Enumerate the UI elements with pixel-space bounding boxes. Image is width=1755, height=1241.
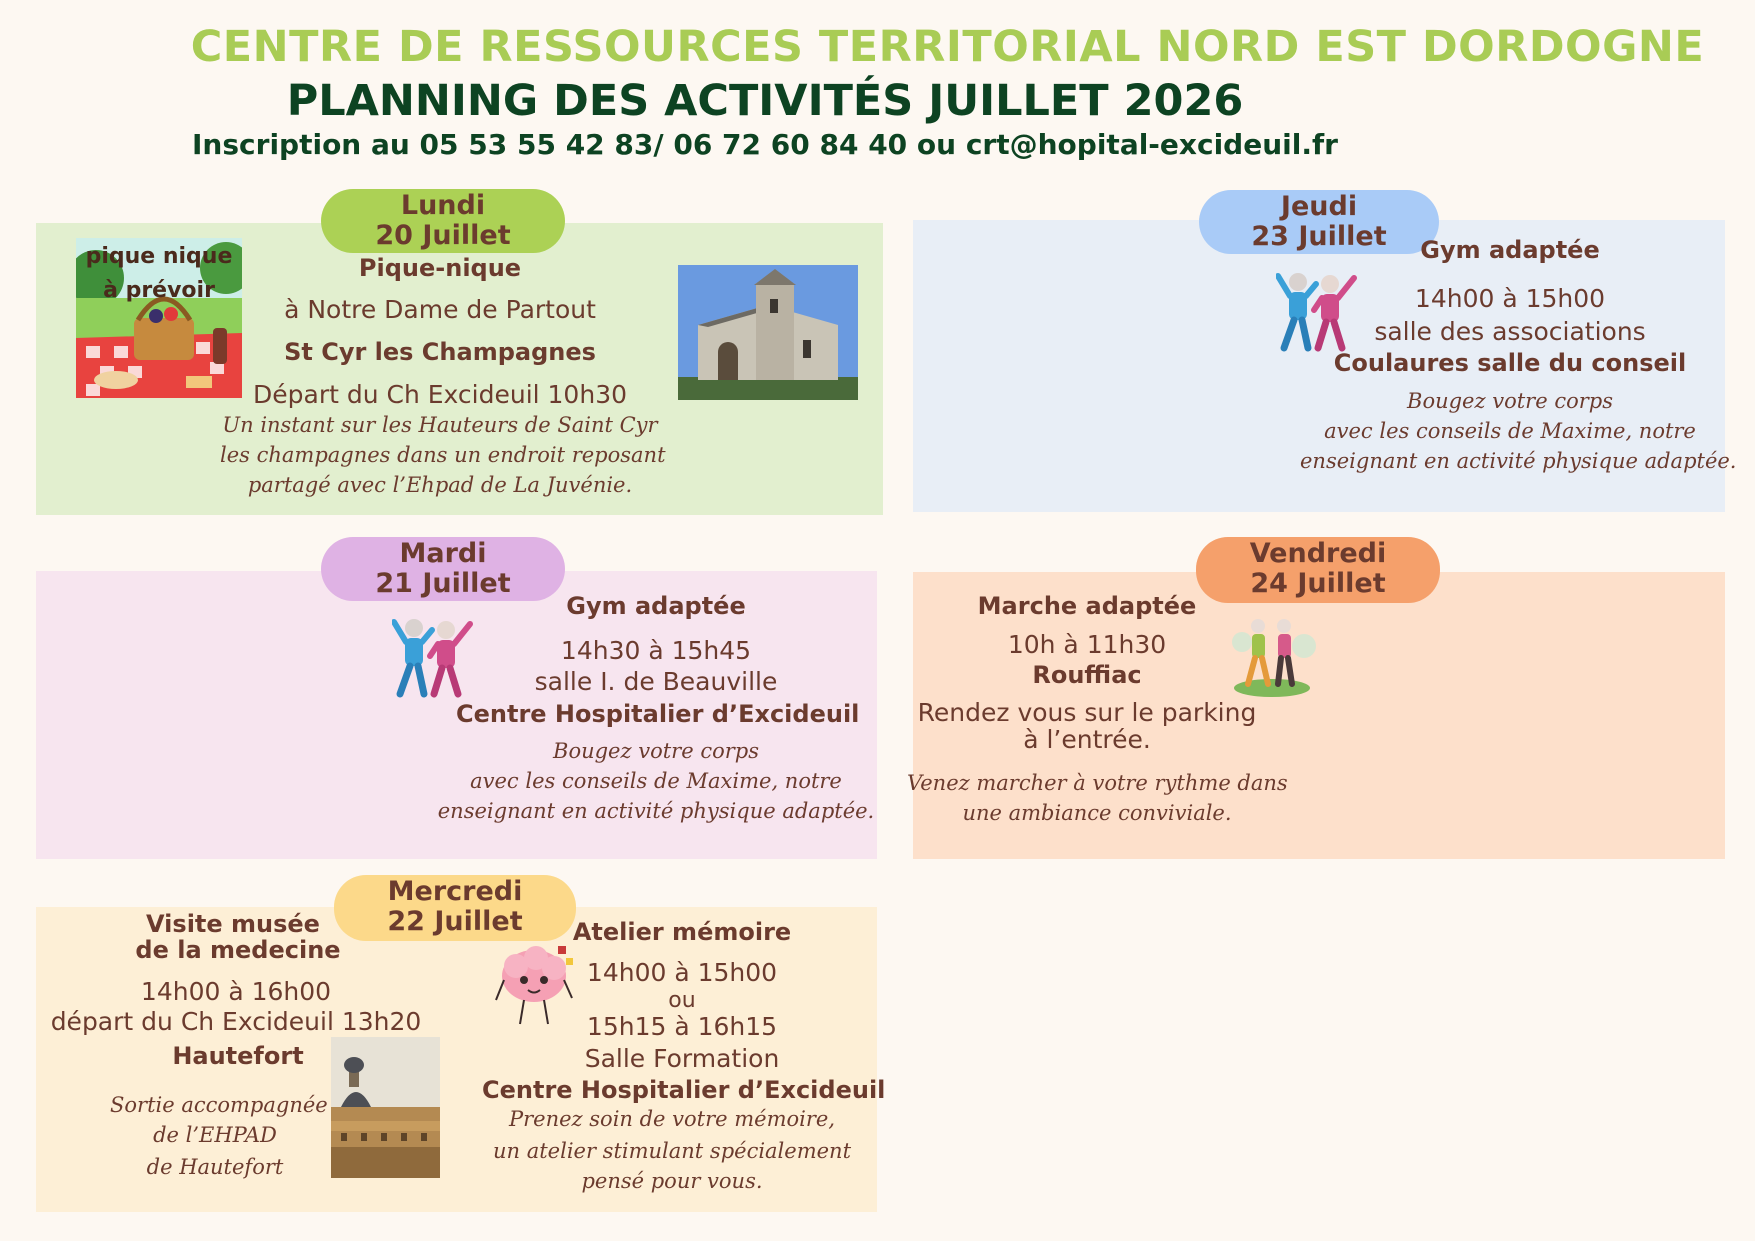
friday-day-pill bbox=[1196, 537, 1440, 603]
tuesday-place: Centre Hospitalier d’Excideuil bbox=[456, 700, 860, 728]
friday-desc-2: une ambiance conviviale. bbox=[962, 801, 1232, 825]
monday-day-pill bbox=[321, 189, 565, 253]
friday-meeting-1: Rendez vous sur le parking bbox=[917, 698, 1257, 727]
wednesday-right-place: Centre Hospitalier d’Excideuil bbox=[482, 1076, 886, 1104]
wednesday-left-activity-1: Visite musée bbox=[146, 910, 320, 938]
wednesday-right-time1: 14h00 à 15h00 bbox=[586, 958, 778, 987]
friday-time: 10h à 11h30 bbox=[1007, 630, 1167, 659]
thursday-desc-1: Bougez votre corps bbox=[1407, 389, 1613, 413]
monday-desc-1: Un instant sur les Hauteurs de Saint Cyr bbox=[222, 413, 658, 437]
wednesday-right-desc-1: Prenez soin de votre mémoire, bbox=[508, 1107, 835, 1131]
wednesday-left-desc-3: de Hautefort bbox=[146, 1155, 284, 1179]
wednesday-left-town: Hautefort bbox=[172, 1042, 304, 1070]
friday-meeting-2: à l’entrée. bbox=[1023, 725, 1151, 754]
tuesday-date: 21 Juillet bbox=[375, 568, 511, 599]
contact-line: Inscription au 05 53 55 42 83/ 06 72 60 84 40 ou crt@hopital-excideuil.fr bbox=[192, 128, 1338, 161]
friday-day: Vendredi bbox=[1249, 538, 1387, 569]
monday-town: St Cyr les Champagnes bbox=[284, 338, 596, 366]
monday-departure: Départ du Ch Excideuil 10h30 bbox=[253, 380, 627, 409]
thursday-room: salle des associations bbox=[1374, 317, 1646, 346]
thursday-place: Coulaures salle du conseil bbox=[1333, 349, 1687, 377]
picnic-badge-text: pique nique à prévoir bbox=[85, 244, 233, 303]
friday-date: 24 Juillet bbox=[1250, 568, 1386, 599]
thursday-activity: Gym adaptée bbox=[1420, 236, 1600, 264]
tuesday-time: 14h30 à 15h45 bbox=[560, 636, 752, 665]
tuesday-desc-3: enseignant en activité physique adaptée. bbox=[437, 799, 875, 823]
thursday-desc-3: enseignant en activité physique adaptée. bbox=[1300, 449, 1737, 473]
walking-couple-illustration bbox=[1228, 614, 1316, 698]
friday-desc-1: Venez marcher à votre rythme dans bbox=[907, 771, 1288, 795]
gym-couple-illustration bbox=[392, 612, 474, 700]
wednesday-day: Mercredi bbox=[387, 876, 523, 907]
tuesday-activity: Gym adaptée bbox=[566, 592, 746, 620]
wednesday-left-desc-2: de l’EHPAD bbox=[153, 1123, 277, 1147]
thursday-desc-2: avec les conseils de Maxime, notre bbox=[1324, 419, 1696, 443]
friday-activity: Marche adaptée bbox=[977, 592, 1197, 620]
hautefort-photo bbox=[331, 1037, 440, 1178]
tuesday-desc-1: Bougez votre corps bbox=[553, 739, 759, 763]
castle-icon bbox=[331, 1037, 440, 1178]
wednesday-right-room: Salle Formation bbox=[584, 1044, 780, 1073]
thursday-date: 23 Juillet bbox=[1251, 221, 1387, 252]
monday-desc-3: partagé avec l’Ehpad de La Juvénie. bbox=[247, 473, 633, 497]
monday-place: à Notre Dame de Partout bbox=[284, 295, 596, 324]
friday-town: Rouffiac bbox=[1032, 661, 1142, 689]
wednesday-right-desc-2: un atelier stimulant spécialement bbox=[492, 1139, 852, 1163]
monday-activity: Pique-nique bbox=[358, 254, 522, 282]
wednesday-left-activity-2: de la medecine bbox=[135, 936, 341, 964]
wednesday-right-desc-3: pensé pour vous. bbox=[581, 1169, 763, 1193]
tuesday-day: Mardi bbox=[399, 538, 487, 569]
wednesday-left-desc-1: Sortie accompagnée bbox=[110, 1093, 328, 1117]
picnic-basket-illustration bbox=[76, 238, 242, 398]
thursday-time: 14h00 à 15h00 bbox=[1414, 284, 1606, 313]
church-icon bbox=[678, 265, 858, 400]
monday-date: 20 Juillet bbox=[375, 220, 511, 251]
wednesday-right-activity: Atelier mémoire bbox=[572, 918, 792, 946]
wednesday-left-time: 14h00 à 16h00 bbox=[140, 977, 332, 1006]
church-photo bbox=[678, 265, 858, 400]
tuesday-room: salle I. de Beauville bbox=[534, 667, 778, 696]
page-title: PLANNING DES ACTIVITÉS JUILLET 2026 bbox=[286, 76, 1244, 126]
walking-couple-icon bbox=[1228, 614, 1316, 698]
monday-desc-2: les champagnes dans un endroit reposant bbox=[220, 443, 666, 467]
wednesday-date: 22 Juillet bbox=[387, 906, 523, 937]
tuesday-desc-2: avec les conseils de Maxime, notre bbox=[470, 769, 842, 793]
monday-day: Lundi bbox=[400, 190, 486, 221]
wednesday-left-departure: départ du Ch Excideuil 13h20 bbox=[50, 1007, 422, 1036]
wednesday-right-time2: 15h15 à 16h15 bbox=[586, 1012, 778, 1041]
organization-title: CENTRE DE RESSOURCES TERRITORIAL NORD EST DORDOGNE bbox=[190, 22, 1705, 72]
thursday-day: Jeudi bbox=[1280, 191, 1358, 222]
wednesday-right-or: ou bbox=[668, 988, 696, 1013]
gym-couple-icon bbox=[392, 612, 474, 700]
